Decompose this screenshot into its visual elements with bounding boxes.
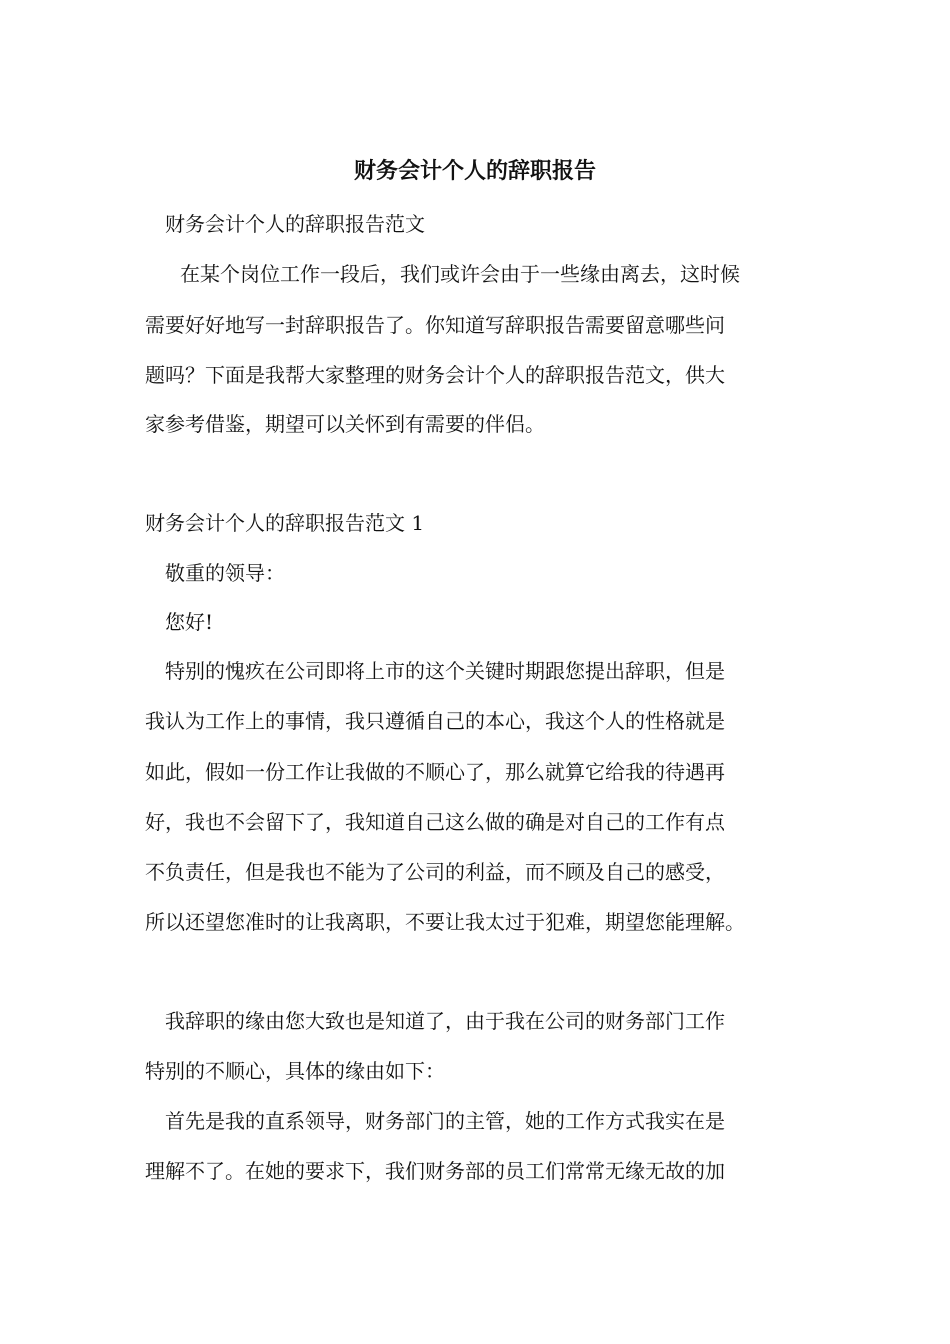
- text-line: 所以还望您准时的让我离职，不要让我太过于犯难，期望您能理解。: [145, 910, 745, 934]
- text-line: 题吗？下面是我帮大家整理的财务会计个人的辞职报告范文，供大: [145, 363, 725, 387]
- document-title: 财务会计个人的辞职报告: [353, 158, 596, 184]
- text-line: 好，我也不会留下了，我知道自己这么做的确是对自己的工作有点: [145, 810, 725, 834]
- text-line: 特别的不顺心，具体的缘由如下：: [145, 1059, 445, 1083]
- text-line: 财务会计个人的辞职报告范文: [165, 212, 425, 236]
- text-line: 不负责任，但是我也不能为了公司的利益，而不顾及自己的感受，: [145, 860, 725, 884]
- text-line: 特别的愧疚在公司即将上市的这个关键时期跟您提出辞职，但是: [165, 659, 725, 683]
- text-line: 我辞职的缘由您大致也是知道了，由于我在公司的财务部门工作: [165, 1009, 725, 1033]
- text-line: 敬重的领导：: [165, 561, 285, 585]
- text-line: 如此，假如一份工作让我做的不顺心了，那么就算它给我的待遇再: [145, 760, 725, 784]
- text-line: 首先是我的直系领导，财务部门的主管，她的工作方式我实在是: [165, 1109, 725, 1133]
- text-line: 理解不了。在她的要求下，我们财务部的员工们常常无缘无故的加: [145, 1159, 725, 1183]
- text-line: 在某个岗位工作一段后，我们或许会由于一些缘由离去，这时候: [180, 262, 740, 286]
- text-line: 家参考借鉴，期望可以关怀到有需要的伴侣。: [145, 412, 545, 436]
- section-heading: 财务会计个人的辞职报告范文 1: [145, 511, 425, 535]
- text-line: 我认为工作上的事情，我只遵循自己的本心，我这个人的性格就是: [145, 709, 725, 733]
- text-line: 需要好好地写一封辞职报告了。你知道写辞职报告需要留意哪些问: [145, 313, 725, 337]
- text-line: 您好!: [165, 610, 214, 634]
